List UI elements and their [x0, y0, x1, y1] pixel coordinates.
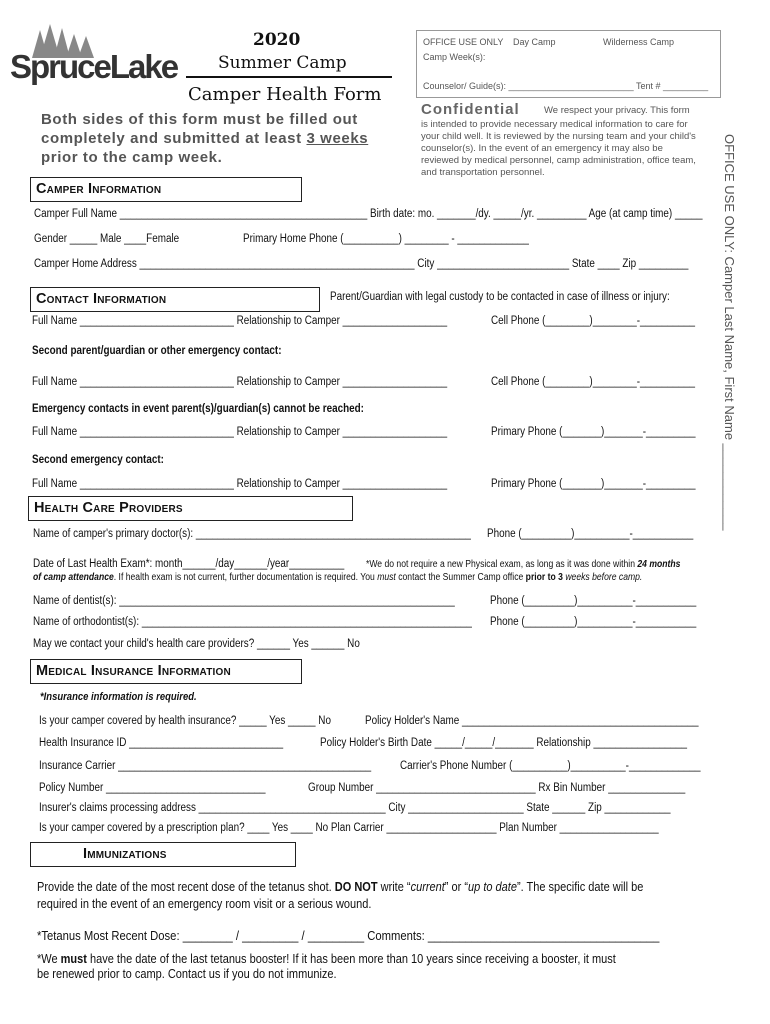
health-exam-date[interactable]: Date of Last Health Exam*: month______/day______/year__________: [33, 558, 345, 570]
insurance-heading: Medical Insurance Information: [36, 663, 231, 679]
form-instructions: Both sides of this form must be filled out completely and submitted at least 3 weeks prior to the camp week.: [41, 111, 369, 166]
confidential-text-4: counselor(s). In the event of an emergency it may also be: [421, 143, 663, 154]
form-year: 2020: [253, 30, 301, 50]
exam-note-line-2: of camp attendance. If health exam is not current, further documentation is required. You must contact the Summer Camp office prior to 3 weeks before camp.: [33, 572, 643, 583]
header-rule: [186, 76, 392, 78]
camper-home-phone[interactable]: Primary Home Phone (__________) ________ - _____________: [243, 233, 529, 245]
doctor-name[interactable]: Name of camper's primary doctor(s): __________________________________________________: [33, 528, 471, 540]
doctor-phone[interactable]: Phone (_________)__________-___________: [487, 528, 694, 540]
contact-note: Parent/Guardian with legal custody to be contacted in case of illness or injury:: [330, 291, 670, 303]
side-office-label: OFFICE USE ONLY: Camper Last Name, First Name ____________: [722, 134, 737, 531]
contact-3-name[interactable]: Full Name ____________________________ Relationship to Camper ___________________: [32, 426, 448, 438]
contact-2-phone[interactable]: Cell Phone (________)________-__________: [491, 376, 696, 388]
camper-info-heading: Camper Information: [36, 181, 162, 197]
camp-weeks-label: Camp Week(s):: [423, 52, 486, 62]
dentist-name[interactable]: Name of dentist(s): _____________________________________________________________: [33, 595, 455, 607]
immunizations-section: [30, 842, 296, 867]
orthodontist-name[interactable]: Name of orthodontist(s): ____________________________________________________________: [33, 616, 472, 628]
form-title: Camper Health Form: [188, 84, 382, 105]
camper-info-section: [30, 177, 302, 202]
confidential-text-1: We respect your privacy. This form: [544, 105, 690, 116]
tetanus-note-2: be renewed prior to camp. Contact us if you do not immunize.: [37, 967, 337, 981]
logo: [10, 22, 180, 85]
confidential-text-2: is intended to provide necessary medical information to care for: [421, 119, 688, 130]
insurance-required: *Insurance information is required.: [40, 691, 197, 703]
policy-holder-name[interactable]: Policy Holder's Name ___________________________________________: [365, 715, 699, 727]
second-emergency-label: Second emergency contact:: [32, 454, 164, 466]
exam-note-line-1: *We do not require a new Physical exam, as long as it was done within 24 months: [366, 559, 681, 570]
health-insurance-id[interactable]: Health Insurance ID ____________________________: [39, 737, 284, 749]
tetanus-note-1: *We must have the date of the last tetanus booster! If it has been more than 10 years since receiving a booster, it must: [37, 952, 616, 966]
carrier-phone[interactable]: Carrier's Phone Number (__________)__________-_____________: [400, 760, 701, 772]
camper-row-1[interactable]: Camper Full Name _____________________________________________ Birth date: mo. _______/dy. _____/yr. _________ Age (at camp time) _____: [34, 208, 703, 220]
confidential-text-6: and transportation personnel.: [421, 167, 545, 178]
contact-4-name[interactable]: Full Name ____________________________ Relationship to Camper ___________________: [32, 478, 448, 490]
program-name: Summer Camp: [218, 53, 347, 73]
dentist-phone[interactable]: Phone (_________)__________-___________: [490, 595, 697, 607]
confidential-title: Confidential: [421, 101, 520, 118]
providers-section: [28, 496, 353, 521]
providers-heading: Health Care Providers: [34, 500, 183, 516]
camper-gender[interactable]: Gender _____ Male ____Female: [34, 233, 180, 245]
contact-2-name[interactable]: Full Name ____________________________ Relationship to Camper ___________________: [32, 376, 448, 388]
contact-info-heading: Contact Information: [36, 291, 167, 307]
camper-address[interactable]: Camper Home Address __________________________________________________ City ________________________ State ____ Zip _________: [34, 258, 689, 270]
wilderness-camp-label: Wilderness Camp: [603, 37, 675, 47]
policy-holder-birth[interactable]: Policy Holder's Birth Date _____/_____/_______ Relationship _________________: [320, 737, 688, 749]
logo-text: SpruceLake: [10, 48, 178, 85]
insurance-section: [30, 659, 302, 684]
contact-1-name[interactable]: Full Name ____________________________ Relationship to Camper ___________________: [32, 315, 448, 327]
claims-address[interactable]: Insurer's claims processing address __________________________________ City _____________________ State ______ Zip ____________: [39, 802, 671, 814]
contact-3-phone[interactable]: Primary Phone (_______)_______-_________: [491, 426, 696, 438]
insurance-covered[interactable]: Is your camper covered by health insurance? _____ Yes _____ No: [39, 715, 331, 727]
day-camp-label: Day Camp: [513, 37, 556, 47]
emergency-label: Emergency contacts in event parent(s)/guardian(s) cannot be reached:: [32, 403, 364, 415]
confidential-text-3: your child well. It is reviewed by the nursing team and your child's: [421, 131, 696, 142]
tetanus-instructions-2: required in the event of an emergency room visit or a serious wound.: [37, 897, 372, 911]
group-number[interactable]: Group Number _____________________________ Rx Bin Number ______________: [308, 782, 686, 794]
immunizations-heading: Immunizations: [83, 846, 167, 862]
prescription-plan[interactable]: Is your camper covered by a prescription plan? ____ Yes ____ No Plan Carrier ____________________ Plan Number __________________: [39, 822, 659, 834]
second-parent-label: Second parent/guardian or other emergency contact:: [32, 345, 282, 357]
contact-4-phone[interactable]: Primary Phone (_______)_______-_________: [491, 478, 696, 490]
office-use-box: [416, 30, 721, 98]
tetanus-dose-field[interactable]: *Tetanus Most Recent Dose: ________ / _________ / _________ Comments: _____________________________________: [37, 929, 660, 943]
policy-number[interactable]: Policy Number _____________________________: [39, 782, 266, 794]
contact-1-phone[interactable]: Cell Phone (________)________-__________: [491, 315, 696, 327]
contact-info-section: [30, 287, 320, 312]
insurance-carrier[interactable]: Insurance Carrier ______________________________________________: [39, 760, 372, 772]
office-label: OFFICE USE ONLY: [423, 37, 504, 47]
contact-providers-question[interactable]: May we contact your child's health care providers? ______ Yes ______ No: [33, 638, 360, 650]
tetanus-instructions-1: Provide the date of the most recent dose of the tetanus shot. DO NOT write “current” or “up to date”. The specific date will be: [37, 880, 644, 894]
counselor-field[interactable]: Counselor/ Guide(s): _________________________ Tent # _________: [423, 81, 709, 91]
orthodontist-phone[interactable]: Phone (_________)__________-___________: [490, 616, 697, 628]
confidential-text-5: reviewed by medical personnel, camp administration, office team,: [421, 155, 696, 166]
